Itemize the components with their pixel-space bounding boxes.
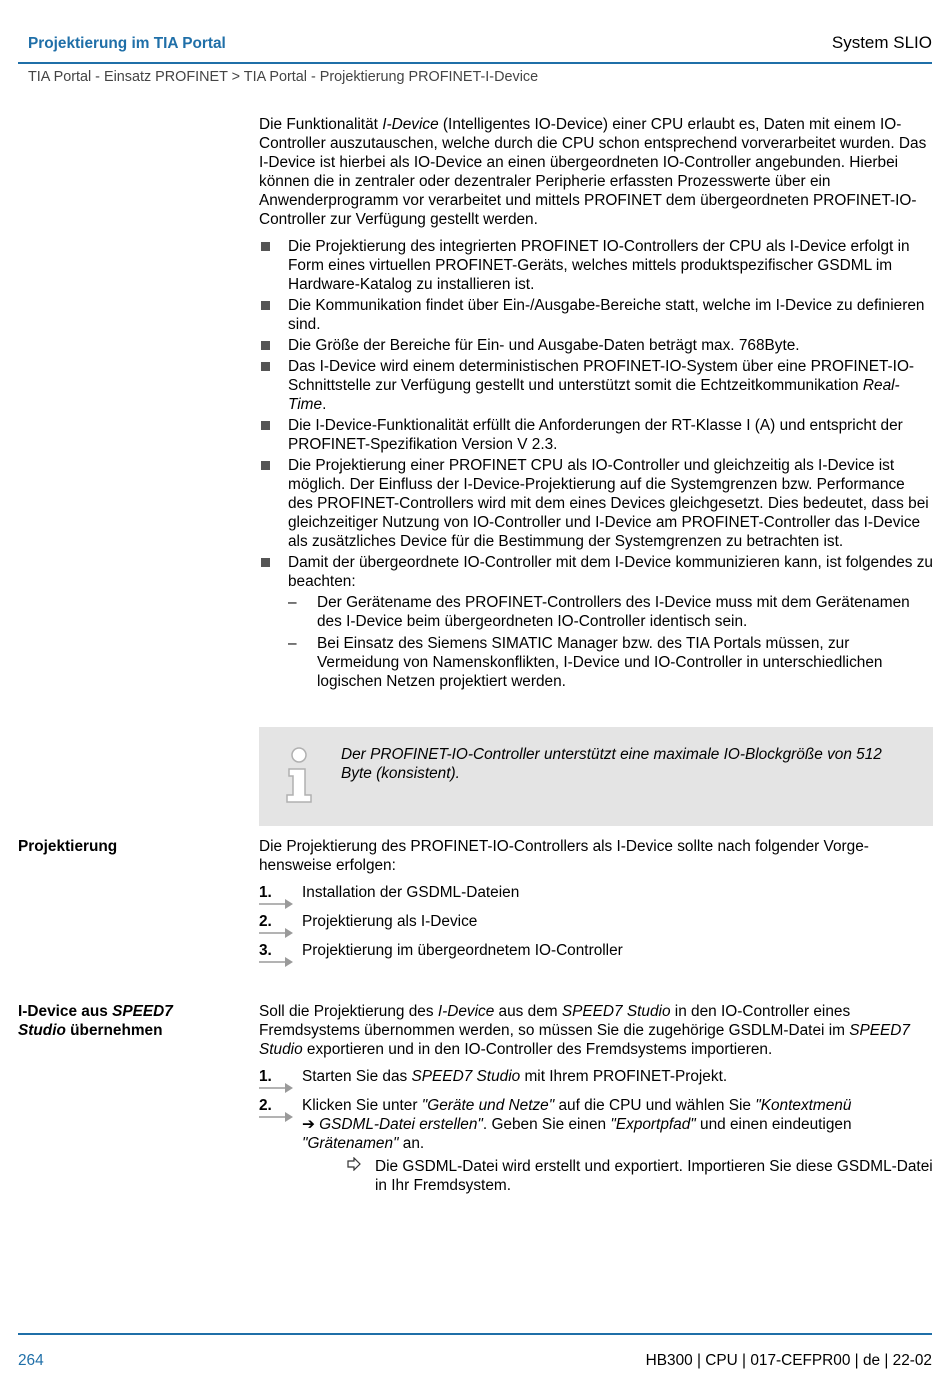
speed7-steps	[259, 1067, 933, 1195]
bullet-square-icon	[261, 242, 270, 251]
sub-list	[288, 593, 933, 691]
list-item: Die Projektierung des integrierten PROFINET IO-Controllers der CPU als I-Device erfolgt in Form eines virtuellen PROFINET-Geräts, welches mittels produktspezifischer GSDML im Hardware-Katalog zu installieren ist.	[259, 237, 933, 294]
intro-section	[259, 115, 933, 694]
breadcrumb: TIA Portal - Einsatz PROFINET > TIA Portal - Projektierung PROFINET-I-Device	[28, 69, 539, 85]
bullet-square-icon	[261, 341, 270, 350]
projektierung-section	[259, 837, 933, 970]
page-number: 264	[18, 1352, 44, 1369]
list-item: Die Größe der Bereiche für Ein- und Ausgabe-Daten beträgt max. 768Byte.	[259, 336, 933, 355]
intro-paragraph: Die Funktionalität I-Device (Intelligentes IO-Device) einer CPU erlaubt es, Daten mit einem IO-Controller auszutauschen, welche durch die CPU schon entsprechend vorverarbeitet wurden. Das I-Device ist hierbei als IO-Device an einen übergeordneten IO-Controller angebunden. Hierbei können die in zentraler oder dezentraler Peripherie erfassten Prozesswerte über ein Anwenderprogramm vor verarbeitet und mittels PROFINET dem übergeordneten PROFINET-IO-Controller zur Verfügung gestellt werden.	[259, 116, 927, 228]
projektierung-steps	[259, 883, 933, 960]
step-arrow-icon	[259, 955, 295, 974]
menu-arrow-icon: ➔	[302, 1116, 315, 1133]
step-result: Die GSDML-Datei wird erstellt und exportiert. Importieren Sie diese GSDML-Datei in Ihr Fremdsystem.	[302, 1157, 933, 1195]
step-item: 3. Projektierung im übergeordnetem IO-Controller	[259, 941, 933, 960]
bullet-square-icon	[261, 362, 270, 371]
header-divider	[18, 62, 932, 64]
list-item: Die I-Device-Funktionalität erfüllt die Anforderungen der RT-Klasse I (A) und entspricht der PROFINET-Spezifikation Version V 2.3.	[259, 416, 933, 454]
sub-list-item: – Der Gerätename des PROFINET-Controllers des I-Device muss mit dem Gerätenamen des I-Device beim übergeordneten IO-Controller identisch sein.	[288, 594, 910, 630]
step-arrow-icon	[259, 1110, 295, 1129]
step-item: 2. Klicken Sie unter "Geräte und Netze" auf die CPU und wählen Sie "Kontextmenü ➔ GSDML-Datei erstellen". Geben Sie einen "Exportpfad" und einen eindeutigen "Grätenamen" an. Die GSDML-Datei wird erstellt und exportiert. Importieren Sie diese GSDML-Datei in Ihr Fremdsystem.	[259, 1097, 933, 1194]
speed7-text: Soll die Projektierung des I-Device aus dem SPEED7 Studio in den IO-Controller eines Fremdsystems übernommen werden, so müssen Sie die zugehörige GSDLM-Datei im SPEED7 Studio exportieren und in den IO-Controller des Fremdsystems importieren.	[259, 1003, 910, 1058]
step-item: 2. Projektierung als I-Device	[259, 912, 933, 931]
footer-divider	[18, 1333, 932, 1335]
sub-list-item: – Bei Einsatz des Siemens SIMATIC Manager bzw. des TIA Portals müssen, zur Vermeidung von Namenskonflikten, I-Device und IO-Controller in unterschiedlichen logischen Netzen projektiert werden.	[288, 635, 883, 690]
list-item: Die Projektierung einer PROFINET CPU als IO-Controller und gleichzeitig als I-Device ist möglich. Der Einfluss der I-Device-Projektierung auf die Systemgrenzen bzw. Performance des PROFINET-Controllers wird mit dem eines Devices gleichgesetzt. Dies bedeutet, dass bei gleichzeitiger Nutzung von IO-Controller und I-Device am PROFINET-Controller das I-Device als zusätzliches Device für die Bestimmung der Systemgrenzen zu betrachten ist.	[259, 456, 933, 551]
product-name: System SLIO	[831, 33, 932, 52]
bullet-square-icon	[261, 558, 270, 567]
bullet-square-icon	[261, 461, 270, 470]
step-item: 1. Starten Sie das SPEED7 Studio mit Ihrem PROFINET-Projekt.	[259, 1067, 933, 1086]
speed7-section	[259, 1002, 933, 1205]
document-id: HB300 | CPU | 017-CEFPR00 | de | 22-02	[645, 1352, 932, 1369]
note-text: Der PROFINET-IO-Controller unterstützt eine maximale IO-Blockgröße von 512 Byte (konsistent).	[341, 746, 882, 782]
section-title: Projektierung im TIA Portal	[28, 35, 226, 52]
bullet-square-icon	[261, 421, 270, 430]
result-arrow-icon	[347, 1157, 361, 1176]
bullet-square-icon	[261, 301, 270, 310]
speed7-heading: I-Device aus SPEED7 Studio übernehmen	[18, 1003, 173, 1039]
projektierung-heading: Projektierung	[18, 838, 118, 855]
projektierung-text: Die Projektierung des PROFINET-IO-Controllers als I-Device sollte nach folgender Vorgehensweise erfolgen:	[259, 838, 869, 874]
list-item: Damit der übergeordnete IO-Controller mit dem I-Device kommunizieren kann, ist folgendes zu beachten: – Der Gerätename des PROFINET-Controllers des I-Device muss mit dem Gerätenamen des I-Device beim übergeordneten IO-Controller identisch sein. – Bei Einsatz des Siemens SIMATIC Manager bzw. des TIA Portals müssen, zur Vermeidung von Namenskonflikten, I-Device und IO-Controller in unterschiedlichen logischen Netzen projektiert werden.	[259, 553, 933, 691]
list-item: Die Kommunikation findet über Ein-/Ausgabe-Bereiche statt, welche im I-Device zu definieren sind.	[259, 296, 933, 334]
step-item: 1. Installation der GSDML-Dateien	[259, 883, 933, 902]
feature-list	[259, 237, 933, 691]
info-note-box	[259, 727, 933, 826]
list-item: Das I-Device wird einem deterministischen PROFINET-IO-System über eine PROFINET-IO-Schnittstelle zur Verfügung gestellt und unterstützt somit die Echtzeitkommunikation Real-Time.	[259, 357, 933, 414]
info-icon	[283, 747, 315, 810]
